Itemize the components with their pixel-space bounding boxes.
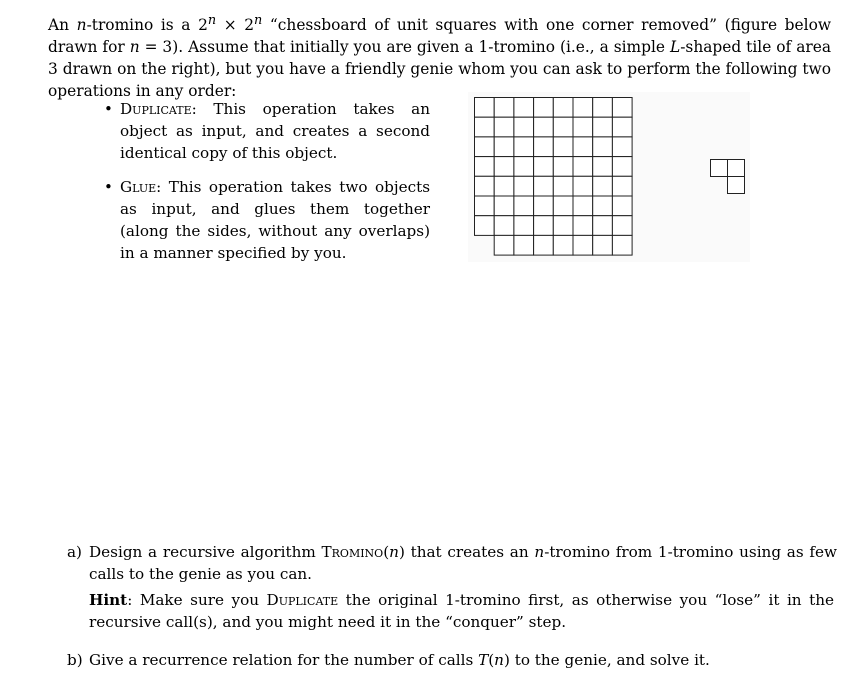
tromino-cell — [475, 176, 495, 196]
list-item-duplicate — [104, 98, 430, 164]
math-t: T — [478, 651, 489, 669]
part-text: ) that creates an — [398, 543, 535, 561]
tromino-cell — [553, 98, 573, 118]
tromino-cell — [573, 98, 593, 118]
tromino-cell — [514, 117, 534, 137]
tromino-cell — [593, 216, 613, 236]
operation-name: Duplicate — [266, 591, 339, 609]
part-label: a) — [67, 543, 82, 561]
tromino-cell — [728, 177, 745, 194]
tromino-cell — [711, 160, 728, 177]
part-text: ( — [383, 543, 390, 561]
intro-text: -tromino is a 2 — [86, 16, 208, 35]
tromino-cell — [573, 137, 593, 157]
tromino-cell — [534, 196, 554, 216]
tromino-cell — [534, 157, 554, 177]
tromino-cell — [475, 117, 495, 137]
tromino-cell — [514, 157, 534, 177]
tromino-cell — [534, 98, 554, 118]
tromino-cell — [612, 176, 632, 196]
bullet-icon: • — [104, 100, 113, 118]
intro-text: An — [48, 16, 77, 35]
tromino-figure — [468, 92, 750, 262]
intro-text: -shaped tile of area 3 drawn on the right), but you have a friendly genie whom you can ask to perform the following two operations in any order: — [48, 38, 832, 101]
tromino-cell — [553, 196, 573, 216]
tromino-cell — [514, 98, 534, 118]
tromino-cell — [593, 137, 613, 157]
operation-description: : This operation takes two objects as input, and glues them together (along the sides, without any overlaps) in a manner specified by you. — [120, 178, 430, 262]
tromino-cell — [534, 117, 554, 137]
tromino-cell — [494, 196, 514, 216]
tromino-cell — [514, 235, 534, 255]
tromino-cell — [573, 235, 593, 255]
part-a-text — [67, 541, 837, 585]
math-n: n — [534, 543, 545, 561]
tromino-cell — [534, 235, 554, 255]
tromino-cell — [553, 216, 573, 236]
tromino-cell — [534, 216, 554, 236]
tromino-cell — [475, 157, 495, 177]
math-l: L — [670, 38, 681, 57]
tromino-cell — [593, 157, 613, 177]
tromino-cell — [514, 137, 534, 157]
operation-name: Glue — [120, 178, 157, 196]
part-text: Give a recurrence relation for the number of calls — [89, 651, 479, 669]
tromino-cell — [475, 137, 495, 157]
tromino-cell — [612, 235, 632, 255]
tromino-cell — [494, 137, 514, 157]
part-text: Design a recursive algorithm — [89, 543, 322, 561]
tromino-cell — [494, 176, 514, 196]
tromino-cell — [593, 98, 613, 118]
tromino-cell — [593, 117, 613, 137]
tromino-cell — [593, 196, 613, 216]
math-n: n — [254, 13, 263, 28]
tromino-cell — [593, 235, 613, 255]
tromino-cell — [573, 216, 593, 236]
operation-name: Duplicate — [120, 100, 192, 118]
tromino-cell — [612, 137, 632, 157]
hint-label: Hint — [89, 591, 128, 609]
tromino-cell — [573, 176, 593, 196]
tromino-cell — [494, 235, 514, 255]
tromino-diagram — [468, 92, 750, 262]
tromino-cell — [514, 196, 534, 216]
algorithm-name: Tromino — [321, 543, 384, 561]
tromino-cell — [475, 98, 495, 118]
math-n: n — [389, 543, 399, 561]
tromino-cell — [534, 176, 554, 196]
part-label: b) — [67, 651, 83, 669]
math-n: n — [76, 16, 87, 35]
math-n: n — [494, 651, 504, 669]
tromino-cell — [514, 216, 534, 236]
hint-paragraph — [89, 589, 834, 633]
tromino-cell — [553, 157, 573, 177]
intro-paragraph — [48, 10, 831, 102]
tromino-cell — [514, 176, 534, 196]
list-item-glue — [104, 176, 430, 264]
intro-text: × 2 — [216, 16, 255, 35]
tromino-cell — [573, 196, 593, 216]
tromino-cell — [612, 216, 632, 236]
math-n: n — [129, 38, 140, 57]
tromino-cell — [553, 176, 573, 196]
part-b — [67, 649, 837, 671]
tromino-cell — [573, 157, 593, 177]
tromino-cell — [494, 98, 514, 118]
tromino-cell — [612, 196, 632, 216]
operations-list — [104, 98, 430, 276]
tromino-cell — [553, 117, 573, 137]
operation-description: : This operation takes an object as input, and creates a second identical copy of this object. — [120, 100, 430, 162]
tromino-cell — [573, 117, 593, 137]
tromino-cell — [475, 216, 495, 236]
hint-text: the original 1-tromino first, as otherwise you “lose” it in the recursive call(s), and you might need it in the “conquer” step. — [89, 591, 834, 631]
tromino-cell — [728, 160, 745, 177]
part-text: -tromino from 1-tromino using as few calls to the genie as you can. — [89, 543, 837, 583]
tromino-cell — [494, 216, 514, 236]
part-a — [67, 541, 837, 585]
tromino-cell — [612, 117, 632, 137]
intro-text: “chessboard of unit squares with one corner removed” (figure below drawn for — [48, 16, 832, 57]
tromino-cell — [494, 157, 514, 177]
tromino-cell — [494, 117, 514, 137]
tromino-cell — [553, 137, 573, 157]
big-tromino — [475, 98, 633, 256]
tromino-cell — [612, 157, 632, 177]
part-text: ( — [488, 651, 495, 669]
tromino-cell — [534, 137, 554, 157]
tromino-cell — [553, 235, 573, 255]
intro-text: = 3). Assume that initially you are given a 1-tromino (i.e., a simple — [139, 38, 670, 57]
hint-text: : Make sure you — [127, 591, 267, 609]
tromino-cell — [475, 196, 495, 216]
math-n: n — [207, 13, 217, 28]
bullet-icon: • — [104, 178, 113, 196]
tromino-cell — [612, 98, 632, 118]
part-text: ) to the genie, and solve it. — [503, 651, 710, 669]
part-b-text — [67, 649, 837, 671]
tromino-cell — [593, 176, 613, 196]
small-tromino — [711, 160, 745, 194]
